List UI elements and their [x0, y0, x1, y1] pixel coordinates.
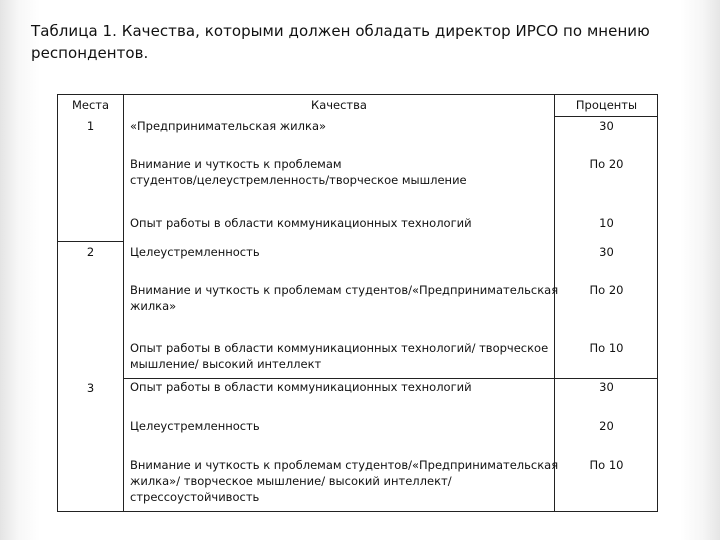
- quality-text: Внимание и чуткость к проблемам студентов/«Предпринимательская жилка»/ творческое мышление/ высокий интеллект/ стрессоустойчивость: [130, 458, 559, 504]
- row-divider: [554, 116, 658, 117]
- percent-value: 30: [599, 119, 614, 133]
- table-caption: Таблица 1. Качества, которыми должен обладать директор ИРСО по мнению респондентов.: [31, 22, 650, 62]
- qualities-table: [57, 94, 658, 512]
- percent-value: 20: [599, 419, 614, 433]
- quality-text: Целеустремленность: [130, 245, 260, 259]
- quality-text: Опыт работы в области коммуникационных технологий: [130, 216, 472, 230]
- column-divider: [123, 95, 124, 511]
- percent-value: По 10: [589, 458, 624, 472]
- quality-text: Опыт работы в области коммуникационных технологий/ творческое мышление/ высокий интеллект: [130, 341, 549, 371]
- percent-value: По 10: [589, 341, 624, 355]
- place-number: 3: [86, 381, 95, 395]
- percent-value: 10: [599, 216, 614, 230]
- header-percent: Проценты: [575, 98, 638, 112]
- header-place: Места: [71, 98, 110, 112]
- row-divider: [58, 241, 123, 242]
- quality-text: Опыт работы в области коммуникационных технологий: [130, 380, 472, 394]
- place-number: 1: [86, 119, 95, 133]
- place-number: 2: [86, 245, 95, 259]
- percent-value: 30: [599, 245, 614, 259]
- percent-value: 30: [599, 380, 614, 394]
- percent-value: По 20: [589, 157, 624, 171]
- header-qualities: Качества: [311, 98, 367, 112]
- quality-text: Внимание и чуткость к проблемам студентов/целеустремленность/творческое мышление: [130, 157, 467, 187]
- percent-value: По 20: [589, 283, 624, 297]
- quality-text: «Предпринимательская жилка»: [130, 119, 327, 133]
- quality-text: Внимание и чуткость к проблемам студентов/«Предпринимательская жилка»: [130, 283, 559, 313]
- quality-text: Целеустремленность: [130, 419, 260, 433]
